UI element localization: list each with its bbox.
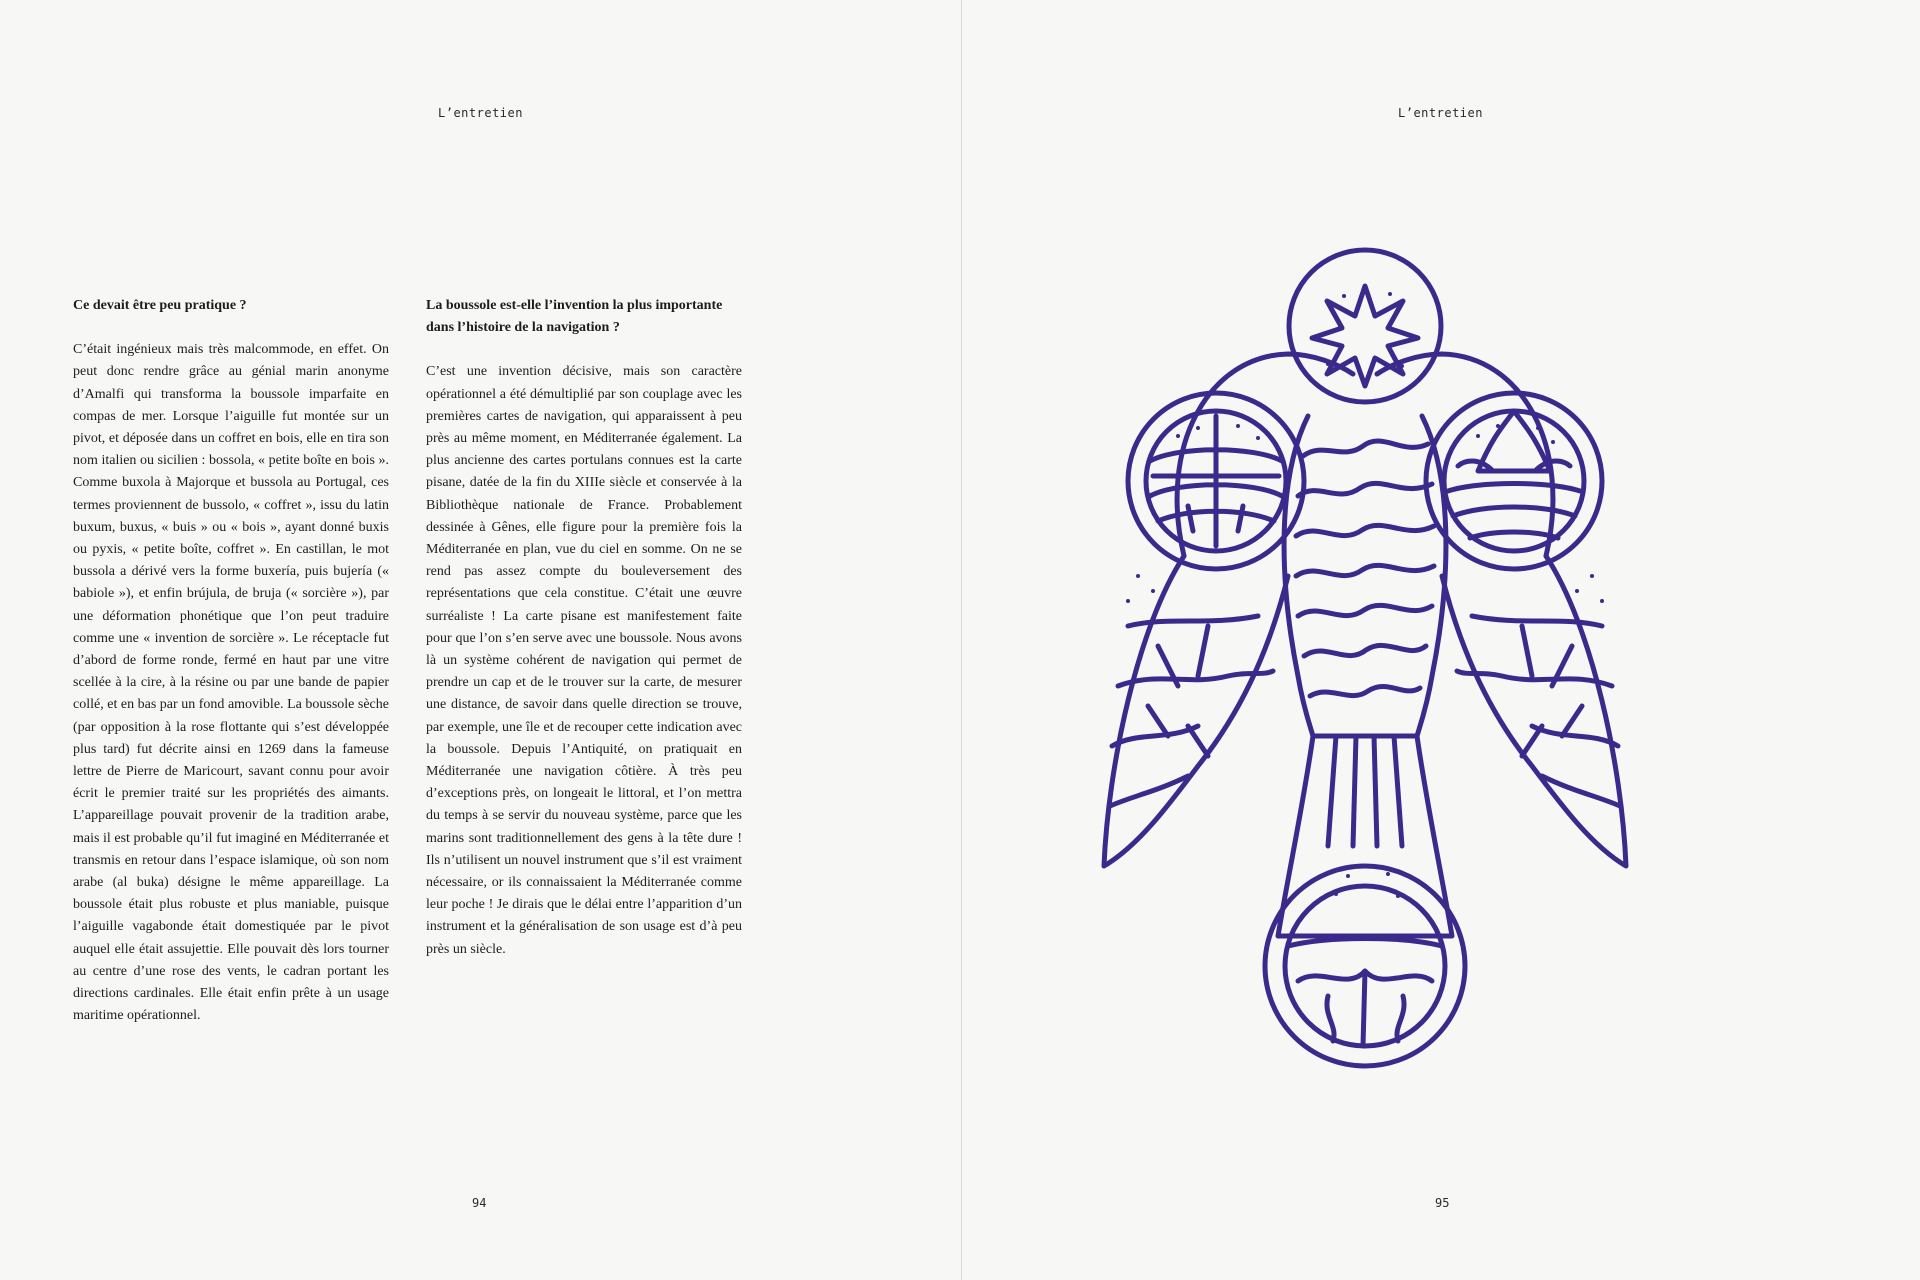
page-number-left: 94 (472, 1196, 487, 1210)
question-heading-1: Ce devait être peu pratique ? (73, 298, 247, 313)
answer-paragraph-2: C’est une invention décisive, mais son caractère opérationnel a été démultiplié par son couplage avec les premières cartes de navigation, qui apparaissent à peu près au même moment, en Méditerranée également. La plus ancienne des cartes portulans connues est la carte pisane, datée de la fin du XIIIe siècle et conservée à la Bibliothèque nationale de France. Probablement dessinée à Gênes, elle figure pour la première fois la Méditerranée en plan, vue du ciel en somme. On ne se rend pas assez compte du bouleversement des représentations que cela constitue. C’était une œuvre surréaliste ! La carte pisane est manifestement faite pour que l’on s’en serve avec une boussole. Nous avons là un système cohérent de navigation qui permet de prendre un cap et de le trouver sur la carte, de mesurer une distance, de savoir dans quelle direction se trouve, par exemple, une île et de recouper cette indication avec la boussole. Depuis l’Antiquité, on pratiquait en Méditerranée une navigation côtière. À très peu d’exceptions près, on longeait le littoral, et l’on mettra du temps à se servir du nouveau système, parce que les marins sont traditionnellement des gens à la tête dure ! Ils n’utilisent un nouvel instrument que s’il est vraiment nécessaire, or ils connaissaient la Méditerranée comme leur poche ! Je dirais que le délai entre l’apparition d’un instrument et la généralisation de son usage est d’à peu près un siècle. (426, 364, 742, 957)
right-wing (1442, 556, 1626, 866)
bird-tail (1278, 736, 1452, 936)
star-icon (1312, 286, 1418, 386)
page-number-right: 95 (1435, 1196, 1450, 1210)
bird-emblem-illustration (1098, 246, 1632, 1070)
running-head-left: L’entretien (438, 106, 523, 120)
text-column-2 (426, 295, 742, 961)
question-heading-2: La boussole est-elle l’invention la plus importante dans l’histoire de la navigation ? (426, 298, 723, 336)
text-column-1 (73, 295, 389, 1028)
running-head-right: L’entretien (1398, 106, 1483, 120)
left-wing (1104, 556, 1288, 866)
answer-paragraph-1: C’était ingénieux mais très malcommode, en effet. On peut donc rendre grâce au génial marin anonyme d’Amalfi qui transforma la boussole imparfaite en compas de mer. Lorsque l’aiguille fut montée sur un pivot, et déposée dans un coffret en bois, elle en tira son nom italien ou sicilien : bossola, « petite boîte en bois ». Comme buxola à Majorque et bussola au Portugal, ces termes proviennent de bussolo, « coffret », issu du latin buxum, buxus, « buis » ou « bois », ayant donné buxis ou pyxis, « petite boîte, coffret ». En castillan, le mot bussola a dérivé vers la forme buxería, puis bujería (« babiole »), et enfin brújula, de bruja (« sorcière »), par une déformation phonétique que l’on peut traduire comme une « invention de sorcière ». Le réceptacle fut d’abord de forme ronde, fermé en haut par une vitre scellée à la cire, à la résine ou par une bande de papier collé, et en bas par un fond amovible. La boussole sèche (par opposition à la rose flottante qui s’est développée plus tard) fut décrite ainsi en 1269 dans la fameuse lettre de Pierre de Maricourt, savant connu pour avoir écrit le premier traité sur les propriétés des aimants. L’appareillage pouvait provenir de la tradition arabe, mais il est probable qu’il fut imaginé en Méditerranée et transmis en retour dans l’espace islamique, où son nom arabe (al buka) désigne le même appareillage. La boussole était plus robuste et plus maniable, puisque l’aiguille vagabonde était domestiquée par le pivot auquel elle était assujettie. Elle pouvait dès lors tourner au centre d’une rose des vents, le cadran portant les directions cardinales. Elle était enfin prête à un usage maritime opérationnel. (73, 342, 389, 1024)
